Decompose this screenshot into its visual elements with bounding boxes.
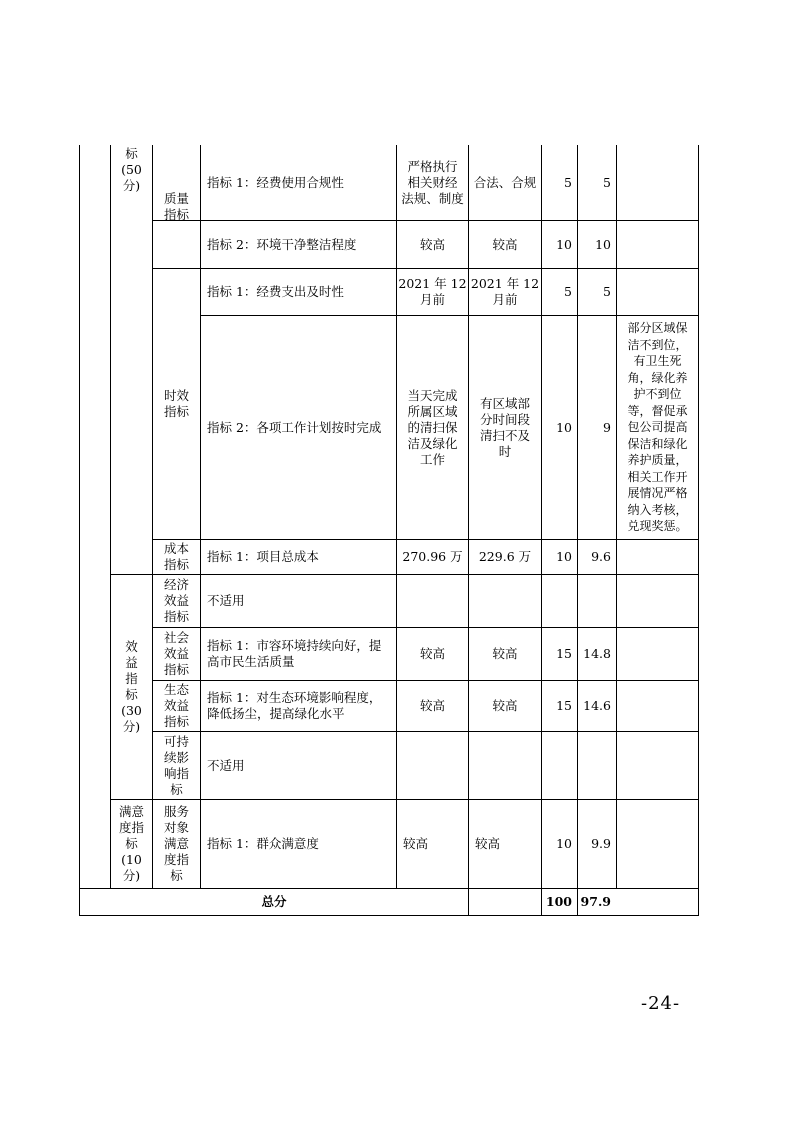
row2-actual: 2021 年 12 月前 xyxy=(470,276,540,307)
group-benefit: 效 益 指 标 (30 分) xyxy=(121,639,142,734)
row6-note xyxy=(617,628,698,680)
sub-cost: 成本 指标 xyxy=(163,541,189,572)
row7-note xyxy=(617,681,698,731)
row0-actual: 合法、合规 xyxy=(473,175,537,190)
row9-weight: 10 xyxy=(556,836,572,851)
row6-target: 较高 xyxy=(419,646,445,661)
row2-weight: 5 xyxy=(564,284,572,299)
row9-indicator: 指标 1：群众满意度 xyxy=(207,836,319,851)
row6-weight: 15 xyxy=(556,646,572,661)
row1-score: 10 xyxy=(595,236,611,252)
row0-target: 严格执行 相关财经 法规、制度 xyxy=(401,159,464,206)
row7-actual: 较高 xyxy=(492,698,518,713)
row2-score: 5 xyxy=(603,284,611,299)
row8-weight xyxy=(542,732,577,799)
row9-score: 9.9 xyxy=(591,836,611,851)
row0-indicator: 指标 1：经费使用合规性 xyxy=(207,175,344,190)
row7-indicator: 指标 1：对生态环境影响程度， 降低扬尘，提高绿化水平 xyxy=(207,690,382,721)
row3-score: 9 xyxy=(603,419,611,435)
row5-weight xyxy=(542,575,577,627)
page-number: -24- xyxy=(641,993,681,1014)
sub-timeliness: 时效 指标 xyxy=(163,388,189,419)
row4-score: 9.6 xyxy=(591,549,611,564)
group-output-tail: 标 (50 分) xyxy=(121,146,142,193)
row4-weight: 10 xyxy=(556,549,572,564)
row3-actual: 有区域部 分时间段 清扫不及 时 xyxy=(479,395,530,459)
row5-score xyxy=(578,575,616,627)
row8-actual xyxy=(469,732,541,799)
sub-economic: 经济 效益 指标 xyxy=(163,577,189,624)
sub-social: 社会 效益 指标 xyxy=(163,630,189,677)
row5-note xyxy=(617,575,698,627)
row3-weight: 10 xyxy=(556,419,572,435)
row6-indicator: 指标 1：市容环境持续向好，提 高市民生活质量 xyxy=(207,638,382,669)
sub-service: 服务 对象 满意 度指 标 xyxy=(163,804,189,883)
row9-note xyxy=(617,800,698,888)
row8-indicator: 不适用 xyxy=(207,757,245,773)
group-satisfaction: 满意 度指 标 (10 分) xyxy=(118,804,144,883)
row6-score: 14.8 xyxy=(583,646,611,661)
row4-actual: 229.6 万 xyxy=(478,549,532,564)
row2-note xyxy=(617,269,698,315)
row0-score: 5 xyxy=(603,175,611,190)
sub-ecological: 生态 效益 指标 xyxy=(163,682,189,729)
row1-weight: 10 xyxy=(556,236,572,252)
row6-actual: 较高 xyxy=(492,646,518,661)
total-score: 97.9 xyxy=(580,894,611,909)
row8-note xyxy=(617,732,698,799)
row9-target: 较高 xyxy=(403,836,429,851)
row2-target: 2021 年 12 月前 xyxy=(398,276,467,307)
total-label: 总分 xyxy=(261,894,287,909)
row1-indicator: 指标 2：环境干净整洁程度 xyxy=(207,236,357,252)
row4-indicator: 指标 1：项目总成本 xyxy=(207,549,319,564)
row1-actual: 较高 xyxy=(492,236,518,252)
row1-note xyxy=(617,221,698,268)
row1-target: 较高 xyxy=(419,236,445,252)
row5-actual xyxy=(469,575,541,627)
row3-note: 部分区域保 洁不到位， 有卫生死 角，绿化养 护不到位 等，督促承 包公司提高 保洁和绿化 养护质量， 相关工作开 展情况严格 纳入考核， 兑现奖惩。 xyxy=(627,321,688,534)
sub-sustainable: 可持 续影 响指 标 xyxy=(163,733,189,797)
sub-quality: 质量 指标 xyxy=(163,191,189,222)
total-weight: 100 xyxy=(545,894,572,909)
row7-weight: 15 xyxy=(556,698,572,713)
row3-indicator: 指标 2：各项工作计划按时完成 xyxy=(207,419,382,435)
row7-score: 14.6 xyxy=(583,698,611,713)
row2-indicator: 指标 1：经费支出及时性 xyxy=(207,284,344,299)
row5-indicator: 不适用 xyxy=(207,593,245,608)
row3-target: 当天完成 所属区域 的清扫保 洁及绿化 工作 xyxy=(407,387,458,467)
row4-note xyxy=(617,540,698,574)
row5-target xyxy=(397,575,468,627)
row8-target xyxy=(397,732,468,799)
row8-score xyxy=(578,732,616,799)
row0-note xyxy=(617,146,698,220)
row7-target: 较高 xyxy=(419,698,445,713)
row9-actual: 较高 xyxy=(475,836,501,851)
row4-target: 270.96 万 xyxy=(402,549,463,564)
row0-weight: 5 xyxy=(564,175,572,190)
